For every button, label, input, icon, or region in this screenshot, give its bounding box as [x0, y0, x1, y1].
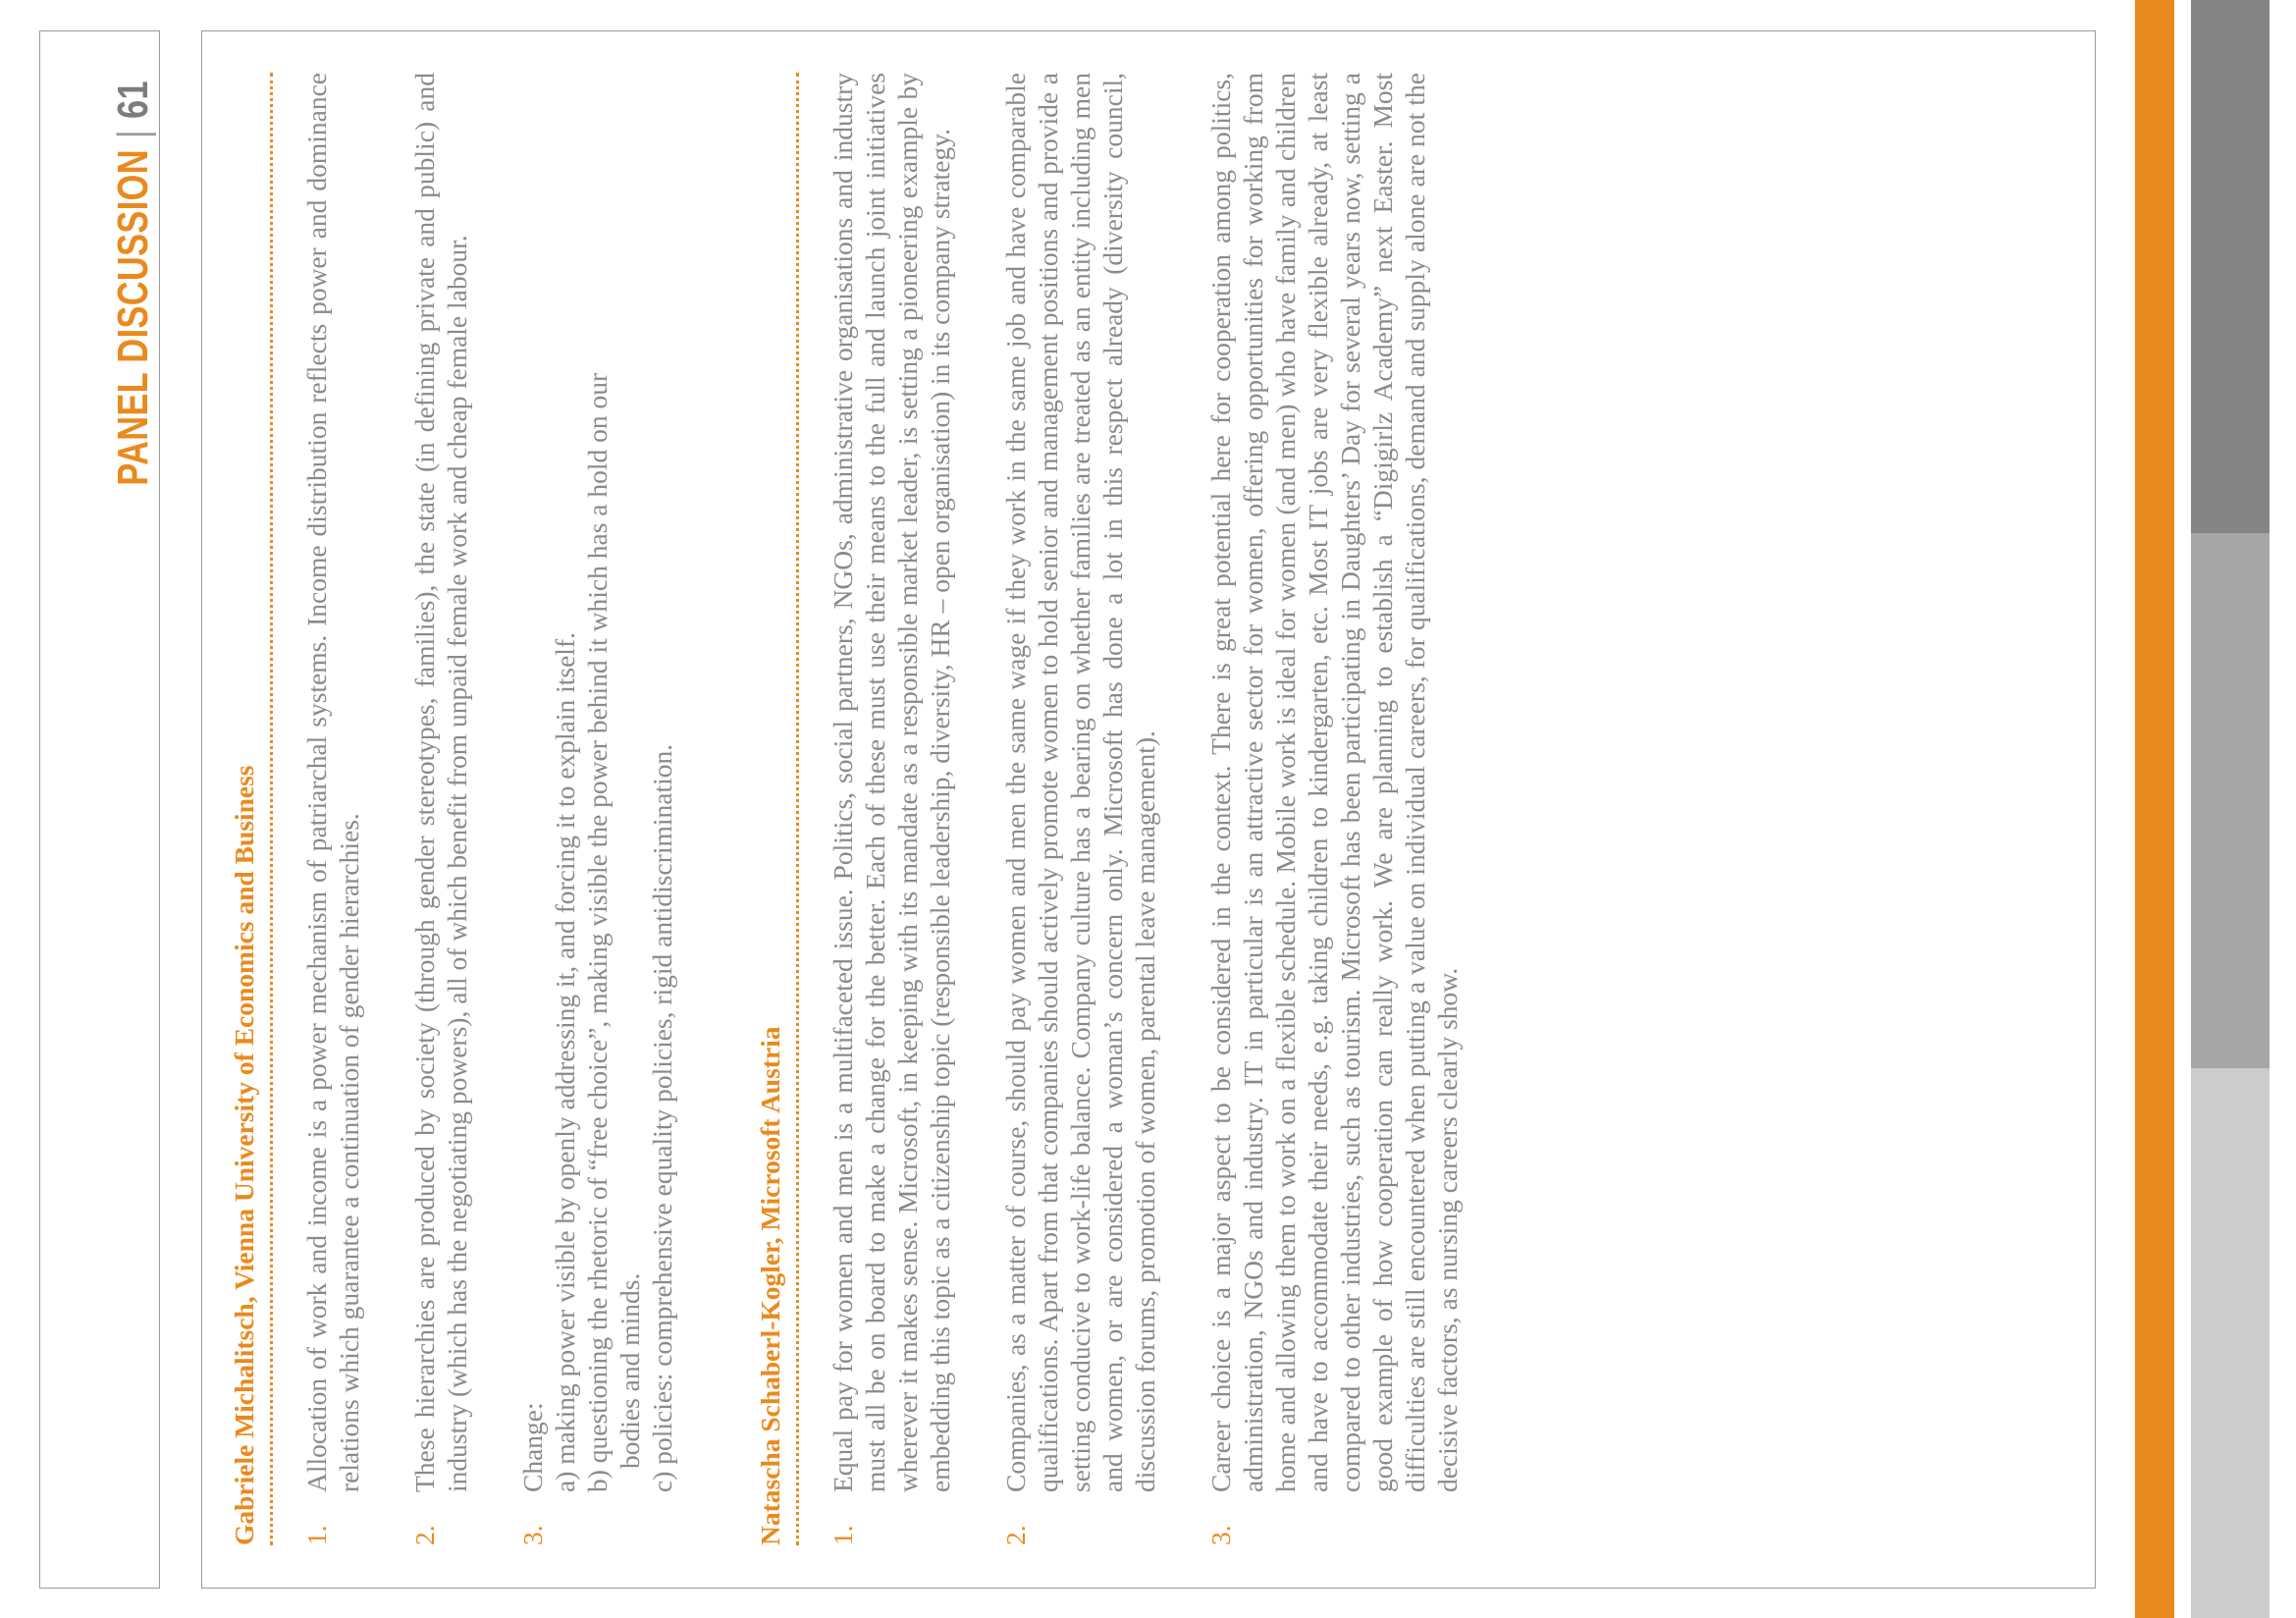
content-box [201, 30, 2096, 1589]
list-item [1204, 73, 1464, 1545]
list-item [300, 73, 365, 1545]
speaker-1-points [300, 73, 678, 1545]
page-number: 61 [109, 81, 157, 119]
item-text: Change: [517, 1402, 548, 1492]
item-text: These hierarchies are produced by society (through gender stereotypes, families), the state (in defining private and public) and industry (which has the negotiating powers), all of which benefit from unpaid female work and cheap female labour. [409, 73, 472, 1492]
header-box [39, 30, 160, 1589]
item-number: 2. [409, 1525, 440, 1545]
item-text: Companies, as a matter of course, should pay women and men the same wage if they work in the same job and have comparable qualifications. Apart from that companies should actively promote women to hold senior and management positions and provide a setting conducive to work-life balance. Company culture has a bearing on whether families are treated as an entity including men and women, or are considered a woman’s concern only. Microsoft has done a lot in this respect already (diversity council, discussion forums, promotion of women, parental leave management). [1000, 73, 1160, 1492]
speaker-2-points [827, 73, 1464, 1545]
speaker-heading-2: Natascha Schaberl-Kogler, Microsoft Austria [755, 73, 799, 1545]
sub-item: b) questioning the rhetoric of “free choice”, making visible the power behind it which has a hold on our [582, 372, 613, 1492]
section-title: PANEL DISCUSSION [109, 149, 157, 486]
content-inner [229, 73, 1464, 1545]
mid-gray-bar [2191, 533, 2269, 1068]
item-number: 3. [517, 1525, 548, 1545]
title-separator: | [109, 129, 157, 139]
light-gray-bar [2191, 1068, 2269, 1618]
item-number: 1. [301, 1525, 332, 1545]
list-item [408, 73, 473, 1545]
item-text: Career choice is a major aspect to be considered in the context. There is great potential here for cooperation among politics, administration, NGOs and industry. IT in particular is an attractive sector for women, offering opportunities for working from home and allowing them to work on a flexible schedule. Mobile work is ideal for women (and men) who have family and children and have to accommodate their needs, e.g. taking children to kindergarten, etc. Most IT jobs are very flexible already, at least compared to other industries, such as tourism. Microsoft has been participating in Daughters’ Day for several years now, setting a good example of how cooperation can really work. We are planning to establish a “Digigirlz Academy” next Easter. Most difficulties are still encountered when putting a value on individual careers, for qualifications, demand and supply alone are not the decisive factors, as nursing careers clearly show. [1205, 73, 1463, 1492]
sub-item: c) policies: comprehensive equality policies, rigid antidiscrimination. [647, 743, 677, 1492]
list-item [827, 73, 956, 1545]
page-title [109, 81, 158, 486]
item-text: Allocation of work and income is a power mechanism of patriarchal systems. Income distribution reflects power and dominance relations which guarantee a continuation of gender hierarchies. [301, 73, 364, 1492]
orange-bar [2135, 0, 2174, 1618]
item-text: Equal pay for women and men is a multifaceted issue. Politics, social partners, NGOs, administrative organisations and industry must all be on board to make a change for the better. Each of these must use their means to the full and launch joint initiatives wherever it makes sense. Microsoft, in keeping with its mandate as a responsible market leader, is setting a pioneering example by embedding this topic as a citizenship topic (responsible leadership, diversity, HR – open organisation) in its company strategy. [828, 73, 955, 1492]
dark-gray-bar [2191, 0, 2269, 533]
speaker-heading-1: Gabriele Michalitsch, Vienna University of Economics and Business [229, 73, 273, 1545]
item-number: 2. [1000, 1525, 1031, 1545]
item-number: 1. [828, 1525, 858, 1545]
sub-item: bodies and minds. [614, 1272, 645, 1469]
list-item [999, 73, 1161, 1545]
item-number: 3. [1205, 1525, 1236, 1545]
sub-item: a) making power visible by openly addressing it, and forcing it to explain itself. [550, 632, 580, 1492]
list-item [516, 73, 678, 1545]
